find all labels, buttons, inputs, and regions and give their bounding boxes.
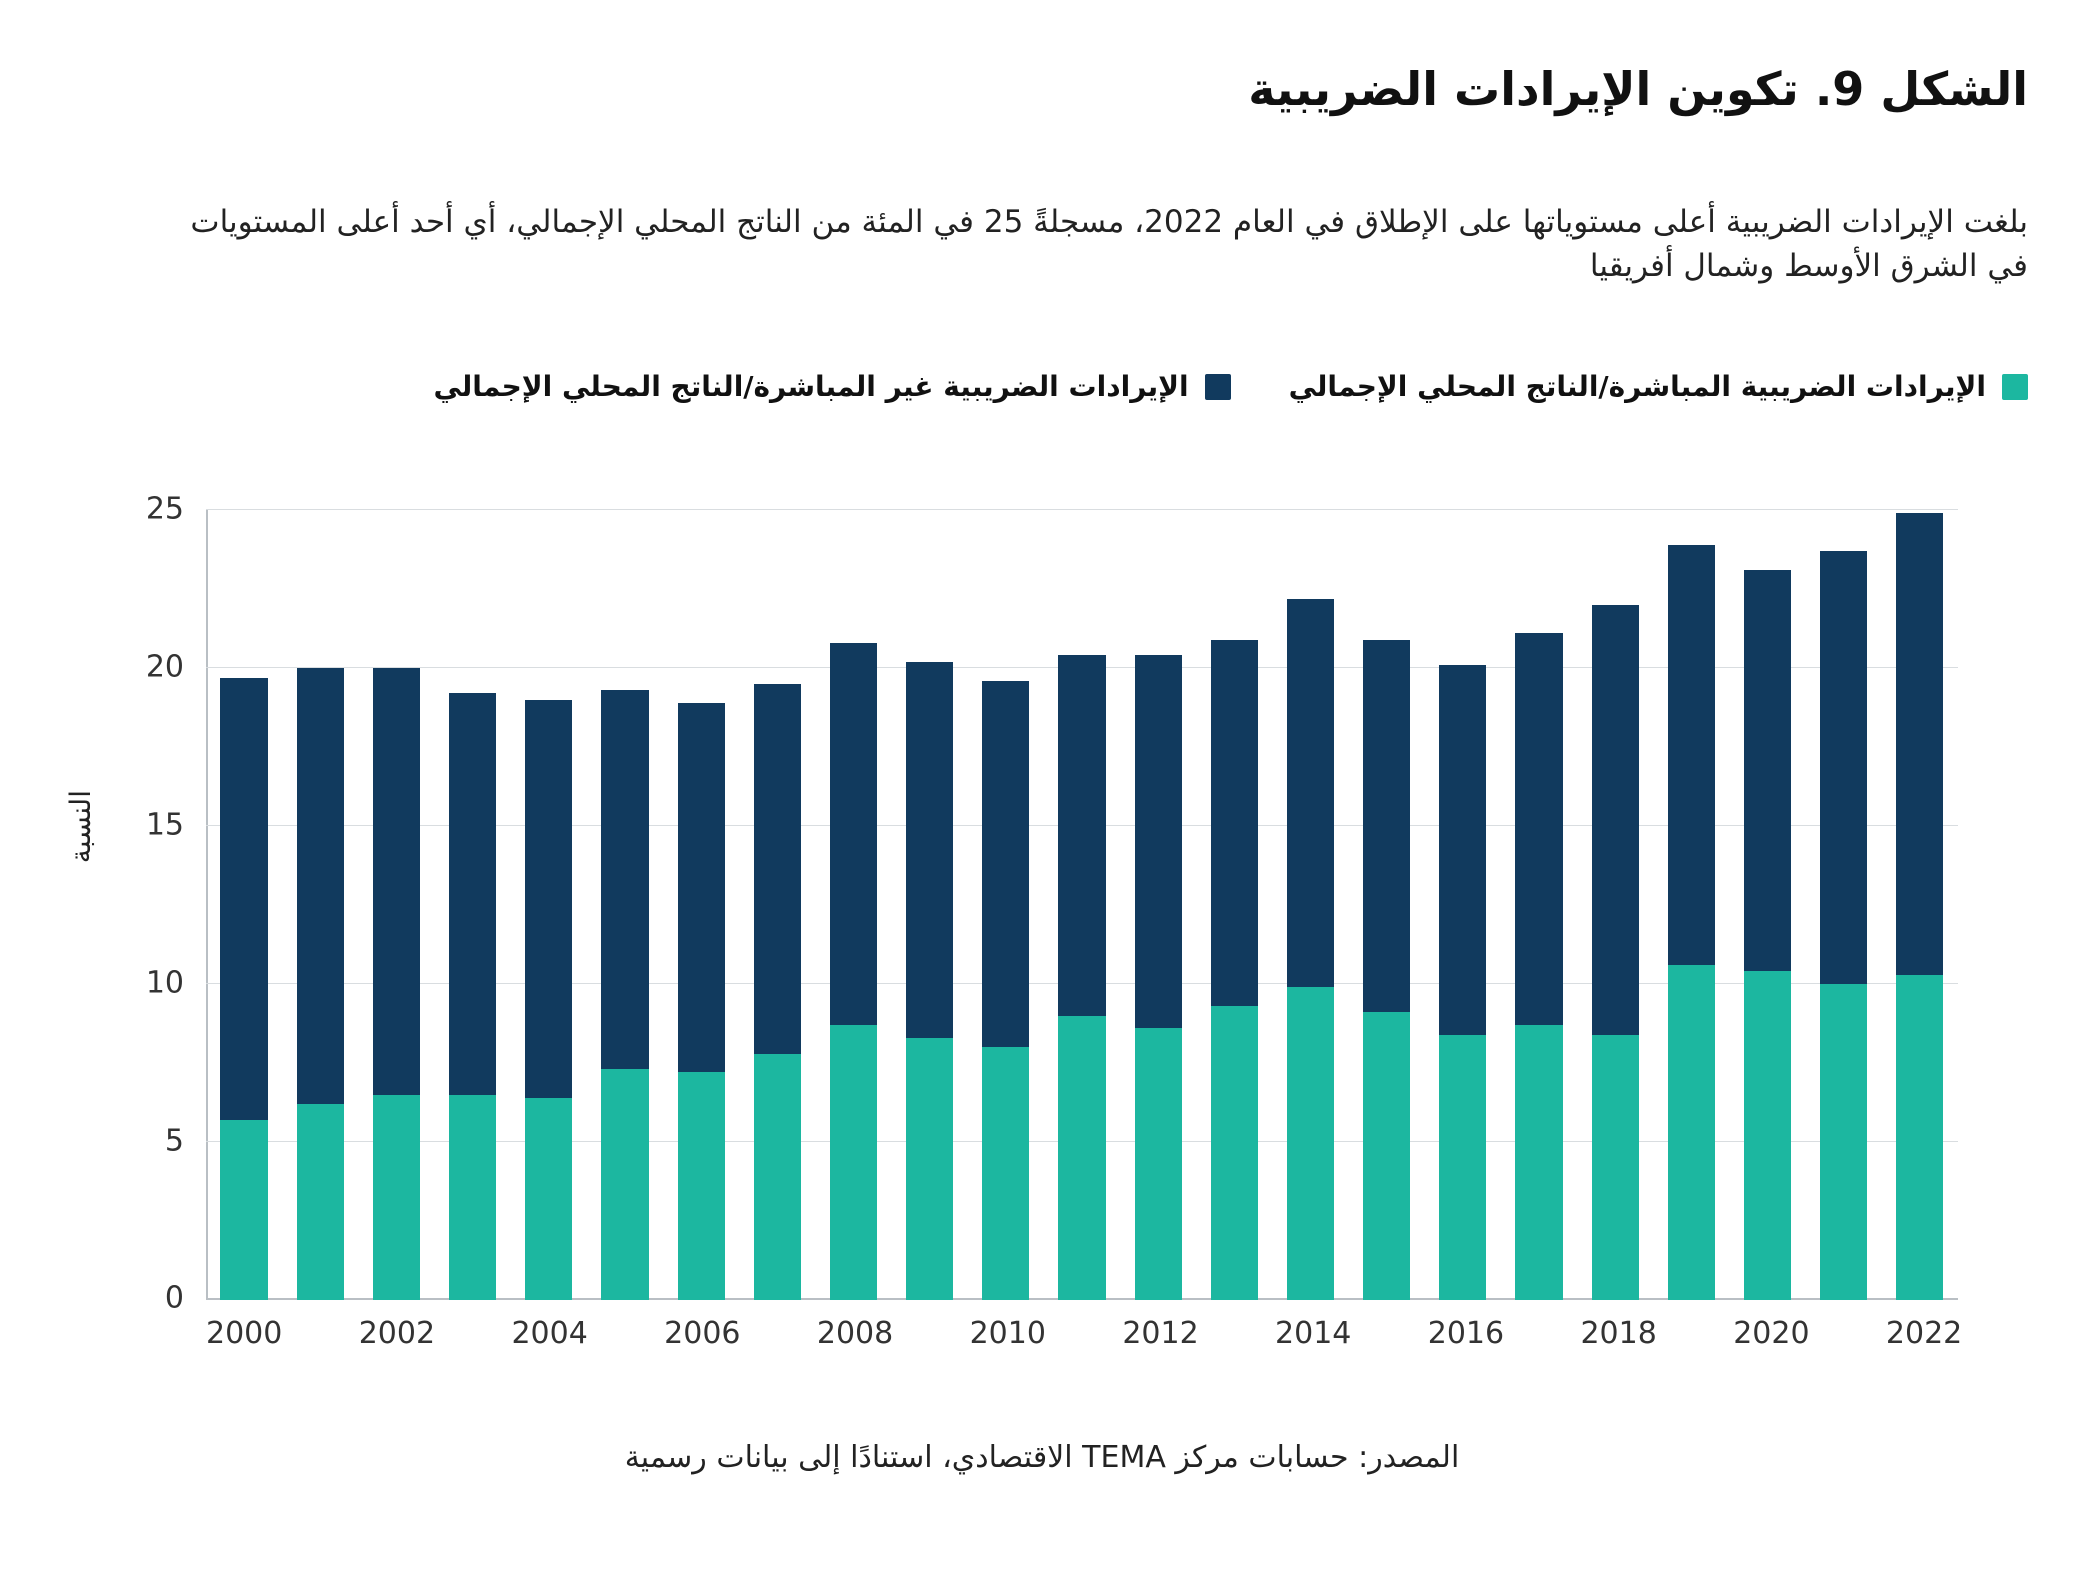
bar-stack <box>373 668 420 1300</box>
bar-segment-indirect[interactable] <box>1592 605 1639 1035</box>
bar-stack <box>906 662 953 1300</box>
bar-column[interactable] <box>663 510 739 1300</box>
bar-segment-indirect[interactable] <box>1668 545 1715 965</box>
chart-legend <box>56 370 2028 403</box>
x-axis-labels <box>206 1316 1963 1351</box>
bar-column[interactable] <box>1120 510 1196 1300</box>
bar-segment-direct[interactable] <box>525 1098 572 1300</box>
figure-subtitle: بلغت الإيرادات الضريبية أعلى مستوياتها على الإطلاق في العام 2022، مسجلةً 25 في المئة من الناتج المحلي الإجمالي، أي أحد أعلى المستويات في الشرق الأوسط وشمال أفريقيا <box>190 204 2028 285</box>
bar-segment-direct[interactable] <box>373 1095 420 1300</box>
x-tick-label: 2022 <box>1885 1316 1963 1351</box>
bar-segment-indirect[interactable] <box>449 693 496 1094</box>
bar-stack <box>830 643 877 1300</box>
legend-swatch-direct-icon <box>2002 374 2028 400</box>
plot-area <box>145 491 1958 1316</box>
bar-stack <box>525 700 572 1300</box>
bar-segment-indirect[interactable] <box>1820 551 1867 984</box>
bar-segment-direct[interactable] <box>1211 1006 1258 1300</box>
bar-segment-indirect[interactable] <box>830 643 877 1025</box>
bar-column[interactable] <box>892 510 968 1300</box>
bar-segment-direct[interactable] <box>297 1104 344 1300</box>
bar-column[interactable] <box>1882 510 1958 1300</box>
bar-column[interactable] <box>1806 510 1882 1300</box>
bar-stack <box>449 693 496 1300</box>
bar-column[interactable] <box>1272 510 1348 1300</box>
x-tick-label: 2014 <box>1275 1316 1352 1351</box>
source-note: المصدر: حسابات مركز TEMA الاقتصادي، استنادًا إلى بيانات رسمية <box>624 1440 1460 1475</box>
bar-segment-indirect[interactable] <box>1287 599 1334 988</box>
bar-segment-direct[interactable] <box>906 1038 953 1300</box>
bar-column[interactable] <box>1501 510 1577 1300</box>
page-title: الشكل 9. تكوين الإيرادات الضريبية <box>1248 62 2028 116</box>
bar-segment-direct[interactable] <box>1287 987 1334 1300</box>
bar-segment-direct[interactable] <box>678 1072 725 1300</box>
bar-column[interactable] <box>1729 510 1805 1300</box>
bar-segment-direct[interactable] <box>1058 1016 1105 1300</box>
bar-series <box>206 510 1958 1300</box>
bar-stack <box>982 681 1029 1300</box>
x-tick-label: 2004 <box>511 1316 588 1351</box>
bar-stack <box>1439 665 1486 1300</box>
bar-segment-direct[interactable] <box>1135 1028 1182 1300</box>
bar-segment-direct[interactable] <box>830 1025 877 1300</box>
bar-segment-direct[interactable] <box>601 1069 648 1300</box>
bar-segment-indirect[interactable] <box>373 668 420 1095</box>
bar-column[interactable] <box>1196 510 1272 1300</box>
y-tick-label-25: 25 <box>145 491 184 527</box>
bar-segment-direct[interactable] <box>1439 1035 1486 1300</box>
bar-stack <box>1211 640 1258 1300</box>
x-tick-label: 2002 <box>358 1316 436 1351</box>
y-tick-label-10: 10 <box>145 965 184 1001</box>
bar-column[interactable] <box>739 510 815 1300</box>
y-tick-label-20: 20 <box>145 649 184 685</box>
bar-segment-direct[interactable] <box>1820 984 1867 1300</box>
bar-segment-indirect[interactable] <box>1211 640 1258 1007</box>
bar-segment-indirect[interactable] <box>1896 513 1943 974</box>
legend-swatch-indirect-icon <box>1205 374 1231 400</box>
bar-stack <box>1820 551 1867 1300</box>
bar-segment-indirect[interactable] <box>525 700 572 1098</box>
bar-column[interactable] <box>1349 510 1425 1300</box>
legend-label-indirect: الإيرادات الضريبية غير المباشرة/الناتج المحلي الإجمالي <box>433 370 1189 403</box>
x-tick-label: 2006 <box>664 1316 741 1351</box>
bar-segment-indirect[interactable] <box>1135 655 1182 1028</box>
bar-segment-indirect[interactable] <box>297 668 344 1104</box>
bar-segment-indirect[interactable] <box>906 662 953 1038</box>
bar-segment-direct[interactable] <box>1668 965 1715 1300</box>
bar-stack <box>1135 655 1182 1300</box>
bar-segment-direct[interactable] <box>754 1054 801 1300</box>
bar-stack <box>1592 605 1639 1300</box>
bar-stack <box>220 678 267 1301</box>
bar-column[interactable] <box>1425 510 1501 1300</box>
y-tick-label-5: 5 <box>164 1123 184 1159</box>
bar-stack <box>1058 655 1105 1300</box>
bar-stack <box>1896 513 1943 1300</box>
bar-stack <box>601 690 648 1300</box>
bar-segment-indirect[interactable] <box>1439 665 1486 1035</box>
bar-segment-indirect[interactable] <box>601 690 648 1069</box>
bar-column[interactable] <box>587 510 663 1300</box>
bar-segment-direct[interactable] <box>1515 1025 1562 1300</box>
bar-segment-indirect[interactable] <box>1363 640 1410 1013</box>
bar-segment-direct[interactable] <box>1896 975 1943 1300</box>
bar-segment-indirect[interactable] <box>1744 570 1791 971</box>
bar-column[interactable] <box>511 510 587 1300</box>
bar-stack <box>297 668 344 1300</box>
x-tick-label: 2000 <box>206 1316 283 1351</box>
bar-segment-direct[interactable] <box>449 1095 496 1300</box>
bar-segment-indirect[interactable] <box>678 703 725 1073</box>
bar-column[interactable] <box>1044 510 1120 1300</box>
bar-segment-indirect[interactable] <box>220 678 267 1120</box>
bar-segment-direct[interactable] <box>1363 1012 1410 1300</box>
legend-label-direct: الإيرادات الضريبية المباشرة/الناتج المحلي الإجمالي <box>1288 370 1986 403</box>
chart-container <box>56 490 2028 1350</box>
bar-segment-indirect[interactable] <box>982 681 1029 1048</box>
bar-segment-direct[interactable] <box>982 1047 1029 1300</box>
bar-segment-direct[interactable] <box>1744 971 1791 1300</box>
bar-stack <box>1363 640 1410 1300</box>
bar-segment-direct[interactable] <box>220 1120 267 1300</box>
x-tick-label: 2020 <box>1733 1316 1810 1351</box>
bar-stack <box>754 684 801 1300</box>
x-tick-label: 2018 <box>1580 1316 1657 1351</box>
bar-stack <box>1744 570 1791 1300</box>
bar-segment-indirect[interactable] <box>1515 633 1562 1025</box>
x-tick-label: 2012 <box>1122 1316 1199 1351</box>
y-tick-label-0: 0 <box>164 1280 184 1316</box>
x-tick-label: 2008 <box>816 1316 894 1351</box>
bar-segment-indirect[interactable] <box>1058 655 1105 1015</box>
bar-column[interactable] <box>968 510 1044 1300</box>
bar-column[interactable] <box>358 510 434 1300</box>
x-tick-label: 2016 <box>1427 1316 1505 1351</box>
bar-column[interactable] <box>435 510 511 1300</box>
legend-item-direct[interactable] <box>1289 370 2028 403</box>
bar-column[interactable] <box>282 510 358 1300</box>
bar-stack <box>1515 633 1562 1300</box>
y-axis-title: النسبة <box>64 790 97 864</box>
bar-stack <box>678 703 725 1300</box>
bar-segment-direct[interactable] <box>1592 1035 1639 1300</box>
y-tick-label-15: 15 <box>145 807 184 843</box>
legend-item-indirect[interactable] <box>433 370 1230 403</box>
bar-segment-indirect[interactable] <box>754 684 801 1054</box>
bar-column[interactable] <box>815 510 891 1300</box>
x-tick-label: 2010 <box>969 1316 1046 1351</box>
bar-column[interactable] <box>1577 510 1653 1300</box>
bar-column[interactable] <box>206 510 282 1300</box>
bar-column[interactable] <box>1653 510 1729 1300</box>
bar-stack <box>1287 599 1334 1301</box>
bar-stack <box>1668 545 1715 1300</box>
